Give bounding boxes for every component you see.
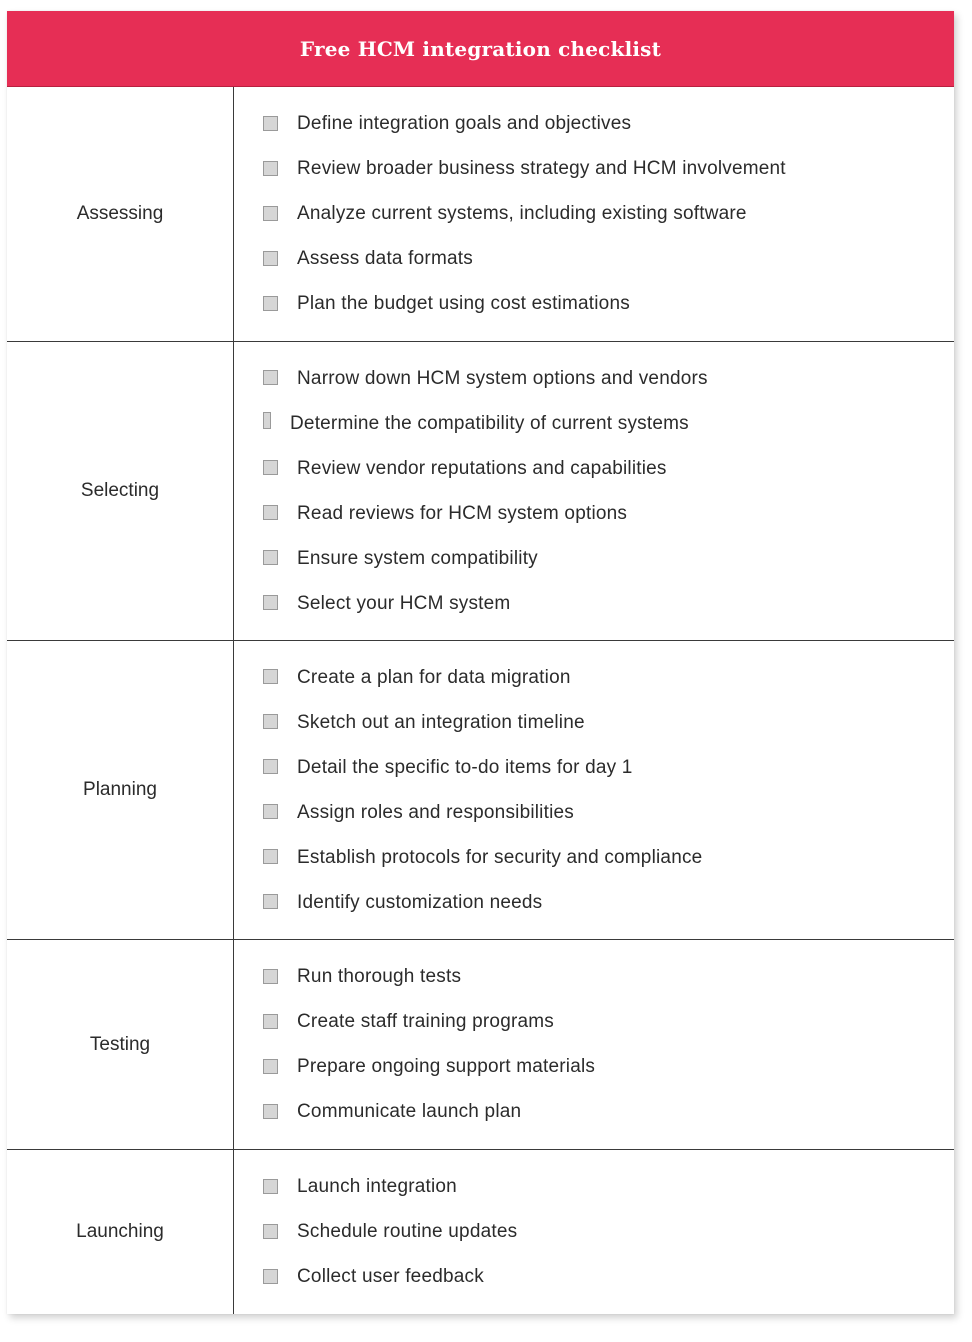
checkbox[interactable] xyxy=(263,460,278,475)
item-label: Assess data formats xyxy=(297,248,473,269)
checklist-item[interactable] xyxy=(263,237,954,282)
checkbox[interactable] xyxy=(263,804,278,819)
checklist-item[interactable] xyxy=(263,536,954,581)
checkbox[interactable] xyxy=(263,505,278,520)
checkbox[interactable] xyxy=(263,714,278,729)
checklist-items xyxy=(234,1150,954,1314)
item-label: Review broader business strategy and HCM involvement xyxy=(297,158,786,179)
checklist-item[interactable] xyxy=(263,835,954,880)
checkbox[interactable] xyxy=(263,370,278,385)
phase-cell xyxy=(7,641,234,939)
item-label: Analyze current systems, including existing software xyxy=(297,203,747,224)
item-label: Create a plan for data migration xyxy=(297,666,571,688)
checklist-item[interactable] xyxy=(263,147,954,192)
checklist-item[interactable] xyxy=(263,192,954,237)
checkbox[interactable] xyxy=(263,1059,278,1074)
checklist-item[interactable] xyxy=(263,880,954,925)
checkbox[interactable] xyxy=(263,1179,278,1194)
item-label: Read reviews for HCM system options xyxy=(297,502,628,524)
section-assessing xyxy=(7,87,954,342)
phase-cell xyxy=(7,1150,234,1314)
item-label: Launch integration xyxy=(297,1176,457,1197)
checkbox[interactable] xyxy=(263,296,278,311)
checklist-item[interactable] xyxy=(263,745,954,790)
item-label: Review vendor reputations and capabilities xyxy=(297,457,667,479)
checklist-item[interactable] xyxy=(263,401,954,446)
checkbox[interactable] xyxy=(263,1104,278,1119)
item-label: Detail the specific to-do items for day 1 xyxy=(297,756,633,778)
checkbox[interactable] xyxy=(263,1269,278,1284)
checklist-item[interactable] xyxy=(263,446,954,491)
checklist-items xyxy=(234,641,954,939)
phase-cell xyxy=(7,940,234,1149)
section-planning xyxy=(7,641,954,940)
item-label: Schedule routine updates xyxy=(297,1221,518,1242)
checkbox[interactable] xyxy=(263,116,278,131)
checklist-title: Free HCM integration checklist xyxy=(299,36,662,61)
checkbox[interactable] xyxy=(263,849,278,864)
item-label: Run thorough tests xyxy=(297,966,462,987)
item-label: Plan the budget using cost estimations xyxy=(297,293,630,314)
checklist-item[interactable] xyxy=(263,700,954,745)
phase-label: Launching xyxy=(76,1221,164,1242)
checklist-items xyxy=(234,342,954,640)
checklist-item[interactable] xyxy=(263,282,954,327)
checklist-item[interactable] xyxy=(263,790,954,835)
checklist-item[interactable] xyxy=(263,581,954,626)
checklist-item[interactable] xyxy=(263,655,954,700)
checklist-item[interactable] xyxy=(263,955,954,1000)
section-selecting xyxy=(7,342,954,641)
phase-cell xyxy=(7,342,234,640)
phase-label: Testing xyxy=(89,1033,151,1055)
checklist-item[interactable] xyxy=(263,1090,954,1135)
checkbox[interactable] xyxy=(263,969,278,984)
checkbox[interactable] xyxy=(263,595,278,610)
checkbox[interactable] xyxy=(263,759,278,774)
item-label: Ensure system compatibility xyxy=(297,547,538,569)
checkbox[interactable] xyxy=(263,206,278,221)
checklist-card xyxy=(7,11,954,1314)
checklist-items xyxy=(234,87,954,341)
item-label: Identify customization needs xyxy=(297,891,543,913)
item-label: Assign roles and responsibilities xyxy=(297,801,574,823)
checklist-item[interactable] xyxy=(263,102,954,147)
checkbox[interactable] xyxy=(263,1014,278,1029)
checkbox[interactable] xyxy=(263,550,278,565)
checklist-header xyxy=(7,11,954,87)
item-label: Establish protocols for security and compliance xyxy=(297,846,703,868)
phase-label: Assessing xyxy=(76,203,164,224)
phase-label: Selecting xyxy=(80,480,160,501)
item-label: Prepare ongoing support materials xyxy=(297,1056,596,1077)
section-testing xyxy=(7,940,954,1150)
item-label: Collect user feedback xyxy=(297,1266,484,1287)
checkbox[interactable] xyxy=(263,412,271,429)
item-label: Define integration goals and objectives xyxy=(297,113,632,134)
checklist-items xyxy=(234,940,954,1149)
checkbox[interactable] xyxy=(263,894,278,909)
checklist-item[interactable] xyxy=(263,491,954,536)
checklist-item[interactable] xyxy=(263,1210,954,1255)
phase-cell xyxy=(7,87,234,341)
checkbox[interactable] xyxy=(263,161,278,176)
item-label: Create staff training programs xyxy=(297,1011,554,1032)
item-label: Narrow down HCM system options and vendors xyxy=(297,367,708,389)
checklist-item[interactable] xyxy=(263,1165,954,1210)
item-label: Select your HCM system xyxy=(297,592,511,614)
phase-label: Planning xyxy=(83,779,157,800)
checklist-item[interactable] xyxy=(263,356,954,401)
checklist-item[interactable] xyxy=(263,1045,954,1090)
item-label: Sketch out an integration timeline xyxy=(297,711,585,733)
item-label: Communicate launch plan xyxy=(297,1101,522,1122)
checkbox[interactable] xyxy=(263,669,278,684)
checklist-item[interactable] xyxy=(263,1000,954,1045)
section-launching xyxy=(7,1150,954,1314)
item-label: Determine the compatibility of current systems xyxy=(290,412,689,434)
checkbox[interactable] xyxy=(263,251,278,266)
checkbox[interactable] xyxy=(263,1224,278,1239)
checklist-item[interactable] xyxy=(263,1255,954,1300)
